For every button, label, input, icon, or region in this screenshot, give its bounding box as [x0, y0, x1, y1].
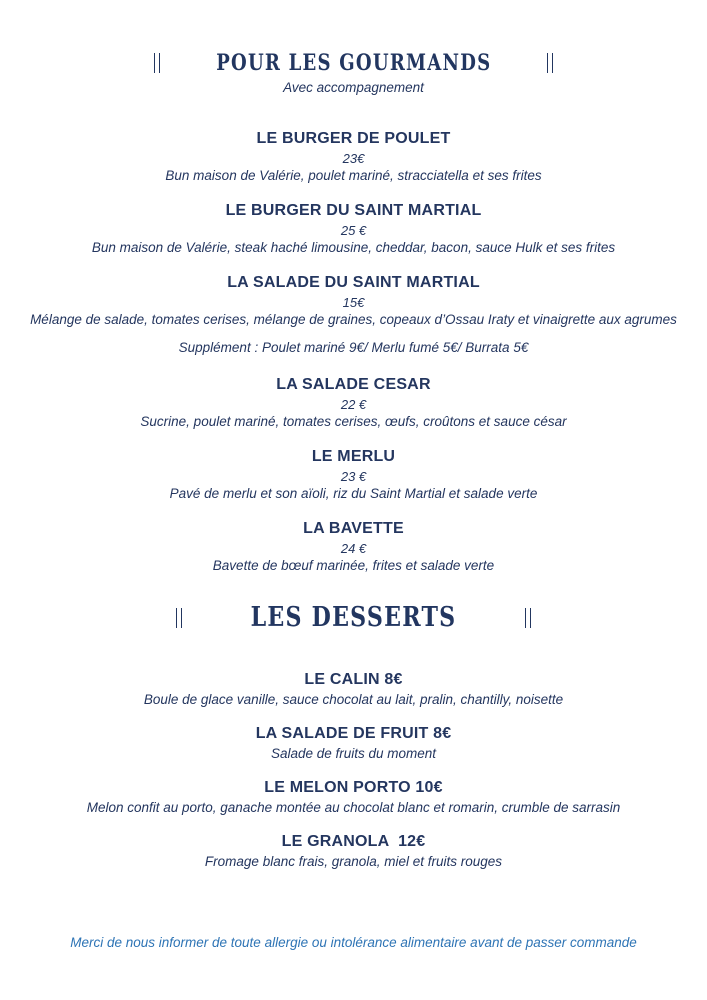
menu-item-description: Bavette de bœuf marinée, frites et salade verte: [212, 558, 495, 573]
menu-item: [0, 830, 707, 870]
double-bar-icon: [547, 53, 553, 73]
menu-item-description: Pavé de merlu et son aïoli, riz du Saint Martial et salade verte: [169, 486, 538, 501]
gourmands-item-list: [0, 127, 707, 574]
section-gourmands-subtitle: Avec accompagnement: [283, 80, 424, 95]
menu-item-description: Sucrine, poulet mariné, tomates cerises, œufs, croûtons et sauce césar: [140, 414, 567, 429]
menu-item-price: 23€: [342, 151, 365, 166]
menu-item-name: LE BURGER DE POULET: [256, 130, 451, 147]
section-gourmands: [0, 50, 707, 574]
menu-item: [0, 776, 707, 816]
menu-item-price: 24 €: [340, 541, 367, 556]
menu-item: [0, 517, 707, 574]
menu-item-price: 15€: [342, 295, 365, 310]
section-gourmands-header: [0, 50, 707, 76]
menu-item-description: Melon confit au porto, ganache montée au chocolat blanc et romarin, crumble de sarrasin: [86, 800, 621, 815]
double-bar-icon: [176, 608, 182, 628]
menu-item-name: LA BAVETTE: [303, 520, 404, 537]
menu-item: [0, 445, 707, 502]
menu-item: [0, 127, 707, 184]
menu-item: [0, 668, 707, 708]
menu-item-name: LA SALADE CESAR: [276, 376, 431, 393]
double-bar-icon: [525, 608, 531, 628]
menu-item-description: Fromage blanc frais, granola, miel et fruits rouges: [204, 854, 503, 869]
section-desserts-title: LES DESSERTS: [250, 602, 457, 633]
section-desserts-header: [0, 602, 707, 634]
desserts-item-list: [0, 668, 707, 870]
menu-item-name: LE MELON PORTO 10€: [264, 779, 443, 796]
menu-item-name: LE GRANOLA 12€: [281, 833, 426, 850]
allergy-notice: Merci de nous informer de toute allergie ou intolérance alimentaire avant de passer commande: [70, 935, 637, 950]
menu-item-name: LE BURGER DU SAINT MARTIAL: [225, 202, 482, 219]
menu-item-description: Salade de fruits du moment: [270, 746, 437, 761]
menu-item-description: Bun maison de Valérie, poulet mariné, stracciatella et ses frites: [165, 168, 542, 183]
menu-item-supplement-note: Supplément : Poulet mariné 9€/ Merlu fumé 5€/ Burrata 5€: [178, 340, 529, 355]
section-desserts: [0, 602, 707, 870]
menu-item: [0, 722, 707, 762]
menu-item: [0, 373, 707, 430]
menu-item-name: LE MERLU: [311, 448, 396, 465]
menu-item-name: LE CALIN 8€: [304, 671, 403, 688]
menu-item-description: Bun maison de Valérie, steak haché limousine, cheddar, bacon, sauce Hulk et ses frites: [91, 240, 616, 255]
menu-item-name: LA SALADE DU SAINT MARTIAL: [227, 274, 480, 291]
menu-item-price: 25 €: [340, 223, 367, 238]
menu-item-description: Boule de glace vanille, sauce chocolat au lait, pralin, chantilly, noisette: [143, 692, 564, 707]
menu-item: [0, 271, 707, 358]
menu-item-name: LA SALADE DE FRUIT 8€: [255, 725, 452, 742]
double-bar-icon: [154, 53, 160, 73]
menu-item-price: 22 €: [340, 397, 367, 412]
menu-item-price: 23 €: [340, 469, 367, 484]
section-gourmands-title: POUR LES GOURMANDS: [215, 50, 492, 76]
menu-item-description: Mélange de salade, tomates cerises, mélange de graines, copeaux d’Ossau Iraty et vinaigrette aux agrumes: [30, 312, 677, 327]
menu-item: [0, 199, 707, 256]
